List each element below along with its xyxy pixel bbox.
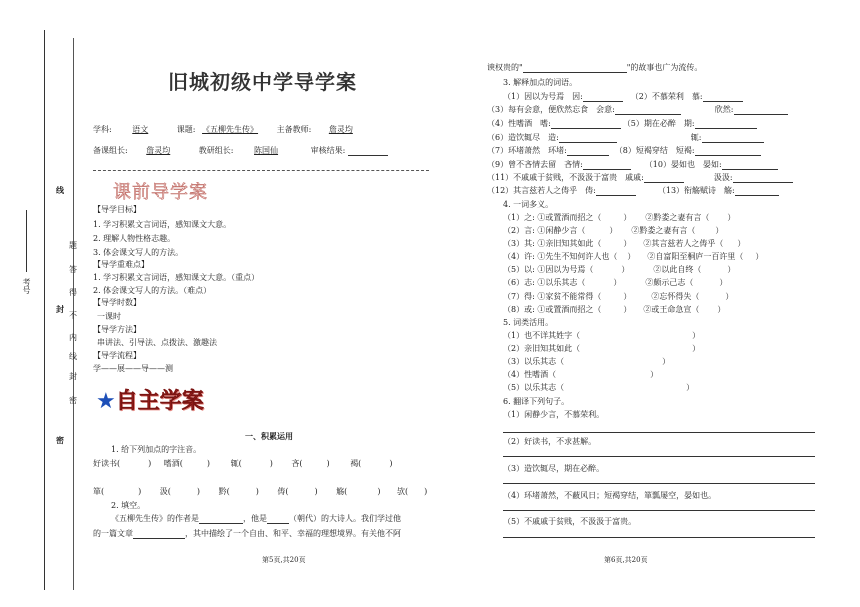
translate-answer-line[interactable]: [503, 483, 815, 484]
continued-text: "的故事也广为流传。: [626, 63, 703, 72]
goal-item-1: 1. 学习积累文言词语，感知课文大意。: [93, 220, 232, 229]
goal-item-2: 2. 理解人物性格志趣。: [93, 234, 176, 243]
poly-text: ②忘怀得失（: [651, 292, 700, 301]
method-value: 串讲法、引导法、点拨法、激趣法: [97, 338, 217, 347]
explain-text: 汲汲:: [713, 173, 733, 182]
answer-blank: [559, 133, 617, 143]
polysemy-row-2: [503, 225, 723, 236]
q2-prompt: 2. 填空。: [111, 501, 146, 510]
paren-close: ): [377, 487, 381, 496]
poly-text: （7）得: ①家贫不能常得（: [503, 292, 602, 301]
poly-text: ②以此自终（: [653, 265, 702, 274]
flow-value: 学——展——导——测: [93, 364, 173, 373]
fill-blank: [133, 529, 185, 539]
conv-text: （1）也不详其姓字（: [503, 331, 581, 340]
polysemy-row-6: [503, 277, 727, 288]
subject-value: 语文: [132, 125, 149, 134]
pinyin-word: 觞(: [336, 487, 348, 496]
conv-text: （3）以乐其志（: [503, 357, 565, 366]
binding-line-left: [44, 30, 45, 590]
pinyin-word: 箪(: [93, 487, 105, 496]
poly-close: ）: [623, 213, 632, 222]
info-row-2: [93, 145, 388, 156]
explain-row-6: [487, 159, 778, 170]
explain-text: （8）短褐穿结 短褐:: [614, 146, 695, 155]
answer-blank: [551, 119, 621, 129]
polysemy-row-7: [503, 291, 733, 302]
section-1-title: 一、积累运用: [245, 431, 293, 441]
translate-answer-line[interactable]: [503, 432, 815, 433]
conv-close: ）: [686, 383, 695, 392]
poly-text: （1）之: ①或置酒而招之（: [503, 213, 602, 222]
poly-close: ）: [621, 265, 630, 274]
q5-prompt: 5. 词类活用。: [503, 318, 554, 327]
polysemy-row-5: [503, 264, 735, 275]
poly-close: ）: [609, 226, 618, 235]
translate-answer-line[interactable]: [503, 456, 815, 457]
answer-blank: [695, 119, 757, 129]
poly-text: （2）言: ①闲静少言（: [503, 226, 586, 235]
answer-blank: [734, 105, 788, 115]
translate-answer-line[interactable]: [503, 537, 815, 538]
binding-xian: 线: [56, 185, 64, 195]
conversion-row-4: [503, 369, 658, 380]
explain-row-8: [487, 185, 779, 196]
binding-feng: 封: [56, 304, 64, 314]
answer-blank: [695, 146, 761, 156]
teacher-value: 詹灵均: [328, 125, 353, 134]
pinyin-word: 辄(: [230, 459, 242, 468]
explain-text: （5）期在必醉 期:: [622, 119, 695, 128]
answer-blank: [567, 146, 609, 156]
flow-header: 【导学流程】: [93, 351, 141, 360]
group-leader-label: 备课组长:: [93, 146, 128, 155]
conv-close: ）: [692, 344, 701, 353]
pre-class-banner: 课前导学案: [113, 182, 208, 203]
poly-close: ）: [755, 252, 764, 261]
binding-mark-6: 封: [69, 372, 77, 381]
review-label: 审核结果:: [310, 146, 346, 155]
poly-close: ）: [727, 213, 736, 222]
answer-blank: [615, 105, 681, 115]
answer-blank: [703, 92, 743, 102]
explain-row-1: [503, 91, 743, 102]
poly-close: ）: [737, 239, 746, 248]
explain-text: 辄:: [690, 133, 702, 142]
right-page-footer: 第6页,共20页: [604, 556, 648, 564]
kaohao-blank: [26, 210, 27, 272]
poly-close: ）: [715, 226, 724, 235]
review-blank: [348, 146, 388, 156]
pinyin-word: 欤(: [396, 487, 409, 496]
pinyin-word: 汲(: [159, 487, 171, 496]
poly-close: ）: [627, 252, 636, 261]
right-top-line: [487, 62, 702, 73]
topic-value: 《五柳先生传》: [202, 125, 259, 134]
fill-line-1: [111, 513, 401, 524]
fill-text: ，其中描绘了一个自由、和平、幸福的理想境界。有关他不阿: [185, 529, 401, 538]
zizhu-title: 自主学案: [115, 389, 204, 414]
answer-blank: [583, 92, 623, 102]
goals-header: 【导学目标】: [93, 205, 141, 214]
poly-text: ②其言兹若人之俦乎（: [643, 239, 724, 248]
poly-text: ②颇示己志（: [645, 278, 694, 287]
answer-blank: [722, 160, 778, 170]
conversion-row-2: [503, 343, 700, 354]
fill-text: 的一篇文章: [93, 529, 133, 538]
kaohao-label: 考号: [22, 278, 31, 294]
poly-close: ）: [727, 265, 736, 274]
conv-close: ）: [662, 357, 671, 366]
key-item-1: 1. 学习积累文言词语，感知课文大意。（重点）: [93, 273, 260, 282]
explain-text: （3）每有会意，便欣然忘食 会意:: [487, 105, 615, 114]
binding-mi: 密: [56, 435, 64, 445]
key-item-2: 2. 体会课文写人的方法。（难点）: [93, 286, 212, 295]
group-leader-value: 詹灵均: [146, 146, 171, 155]
explain-row-4: [487, 132, 764, 143]
fill-text: （朝代）的大诗人。我们学过他: [289, 514, 401, 523]
binding-mark-7: 密: [69, 396, 77, 405]
fill-blank: [267, 514, 289, 524]
conv-text: （5）以乐其志（: [503, 383, 565, 392]
poly-close: ）: [623, 239, 632, 248]
fill-line-2: [93, 528, 401, 539]
time-value: 一课时: [97, 312, 121, 321]
explain-text: （4）性嗜酒 嗜:: [487, 119, 551, 128]
answer-blank: [735, 186, 779, 196]
polysemy-row-4: [503, 251, 763, 262]
answer-blank: [583, 160, 631, 170]
poly-text: （8）或: ①或置酒而招之（: [503, 305, 602, 314]
translate-item-2: （2）好读书，不求甚解。: [503, 437, 597, 446]
binding-mark-4: 内: [69, 333, 77, 342]
continued-text: 谀权贵的": [487, 63, 523, 72]
paren-close: ): [326, 459, 330, 468]
paren-close: ): [314, 487, 318, 496]
topic-label: 课题:: [176, 125, 196, 134]
pinyin-word: 好读书(: [93, 459, 121, 468]
document-title: 旧城初级中学导学案: [168, 70, 357, 94]
paren-close: ): [389, 459, 393, 468]
conversion-row-5: [503, 382, 694, 393]
binding-mark-0: 题: [69, 241, 77, 250]
conversion-row-3: [503, 356, 670, 367]
translate-item-5: （5）不戚戚于贫贱，不汲汲于富贵。: [503, 517, 637, 526]
teacher-label: 主备教师:: [276, 125, 312, 134]
q6-prompt: 6. 翻译下列句子。: [503, 397, 570, 406]
poly-text: ②自富阳至桐庐一百许里（: [647, 252, 744, 261]
explain-text: （12）其言兹若人之俦乎 俦:: [487, 186, 596, 195]
left-page-footer: 第5页,共20页: [262, 556, 306, 564]
explain-text: （2）不慕荣利 慕:: [630, 92, 703, 101]
pinyin-row-1: [93, 458, 392, 469]
polysemy-row-3: [503, 238, 745, 249]
answer-blank: [702, 133, 764, 143]
explain-row-2: [487, 104, 788, 115]
goal-item-3: 3. 体会课文写人的方法。: [93, 248, 184, 257]
explain-text: （7）环堵萧然 环堵:: [487, 146, 567, 155]
poly-text: （5）以: ①因以为号焉（: [503, 265, 594, 274]
paren-close: ): [148, 459, 152, 468]
star-icon: ★: [96, 389, 116, 414]
pinyin-word: 俦(: [277, 487, 289, 496]
poly-text: ②黔娄之妻有言（: [631, 226, 696, 235]
explain-row-3: [487, 118, 757, 129]
pinyin-word: 褐(: [350, 459, 362, 468]
method-header: 【导学方法】: [93, 325, 141, 334]
pinyin-word: 吝(: [291, 459, 303, 468]
poly-close: ）: [613, 278, 622, 287]
q4-prompt: 4. 一词多义。: [503, 200, 554, 209]
paren-close: ): [269, 459, 273, 468]
time-header: 【导学时数】: [93, 298, 141, 307]
translate-item-3: （3）造饮辄尽，期在必醉。: [503, 464, 605, 473]
poly-text: （3）其: ①亲旧知其如此（: [503, 239, 602, 248]
answer-blank: [733, 173, 793, 183]
explain-text: （1）因以为号焉 因:: [503, 92, 583, 101]
research-leader-value: 陈国仙: [254, 146, 279, 155]
answer-blank: [644, 173, 684, 183]
translate-answer-line[interactable]: [503, 510, 815, 511]
poly-text: ②或王命急宣（: [643, 305, 700, 314]
pinyin-word: 黔(: [218, 487, 230, 496]
fill-text: ，他是: [243, 514, 267, 523]
poly-close: ）: [623, 305, 632, 314]
key-header: 【导学重难点】: [93, 260, 149, 269]
q3-prompt: 3. 解释加点的词语。: [503, 78, 578, 87]
poly-close: ）: [623, 292, 632, 301]
paren-close: ): [255, 487, 259, 496]
pinyin-row-2: [93, 486, 427, 497]
explain-text: （13）衔觞赋诗 觞:: [657, 186, 735, 195]
paren-close: ): [424, 487, 428, 496]
explain-text: （9）曾不吝情去留 吝情:: [487, 160, 583, 169]
fill-blank: [523, 63, 627, 73]
conv-close: ）: [692, 331, 701, 340]
paren-close: ): [206, 459, 211, 468]
binding-mark-3: 不: [69, 311, 77, 320]
conv-text: （2）亲旧知其如此（: [503, 344, 581, 353]
fill-text: 《五柳先生传》的作者是: [111, 514, 199, 523]
explain-row-7: [487, 172, 793, 183]
poly-close: ）: [725, 292, 734, 301]
poly-text: （4）许: ①先生不知何许人也（: [503, 252, 618, 261]
research-leader-label: 教研组长:: [198, 146, 234, 155]
polysemy-row-1: [503, 212, 735, 223]
pinyin-word: 嗜酒(: [163, 459, 183, 468]
conv-text: （4）性嗜酒（: [503, 370, 557, 379]
info-row-1: [93, 124, 368, 135]
explain-text: 欣然:: [714, 105, 734, 114]
poly-text: （6）志: ①以乐其志（: [503, 278, 586, 287]
paren-close: ): [196, 487, 201, 496]
poly-close: ）: [719, 278, 728, 287]
subject-label: 学科:: [93, 125, 112, 134]
poly-close: ）: [717, 305, 726, 314]
binding-mark-1: 答: [69, 265, 77, 274]
poly-text: ②黔娄之妻有言（: [645, 213, 710, 222]
zizhu-banner: [96, 384, 204, 415]
explain-row-5: [487, 145, 761, 156]
fill-blank: [199, 514, 243, 524]
polysemy-row-8: [503, 304, 725, 315]
header-divider: [93, 170, 429, 171]
conv-close: ）: [650, 370, 659, 379]
paren-close: ): [138, 487, 142, 496]
explain-text: （6）造饮辄尽 造:: [487, 133, 559, 142]
answer-blank: [596, 186, 636, 196]
binding-mark-2: 得: [69, 288, 77, 297]
translate-item-1: （1）闲静少言，不慕荣利。: [503, 410, 605, 419]
explain-text: （11）不戚戚于贫贱，不汲汲于富贵 戚戚:: [487, 173, 644, 182]
explain-text: （10）晏如也 晏如:: [644, 160, 722, 169]
conversion-row-1: [503, 330, 700, 341]
translate-item-4: （4）环堵萧然，不蔽风日；短褐穿结，箪瓢屡空，晏如也。: [503, 491, 717, 500]
binding-mark-5: 线: [69, 352, 77, 361]
q1-prompt: 1. 给下列加点的字注音。: [111, 445, 202, 454]
